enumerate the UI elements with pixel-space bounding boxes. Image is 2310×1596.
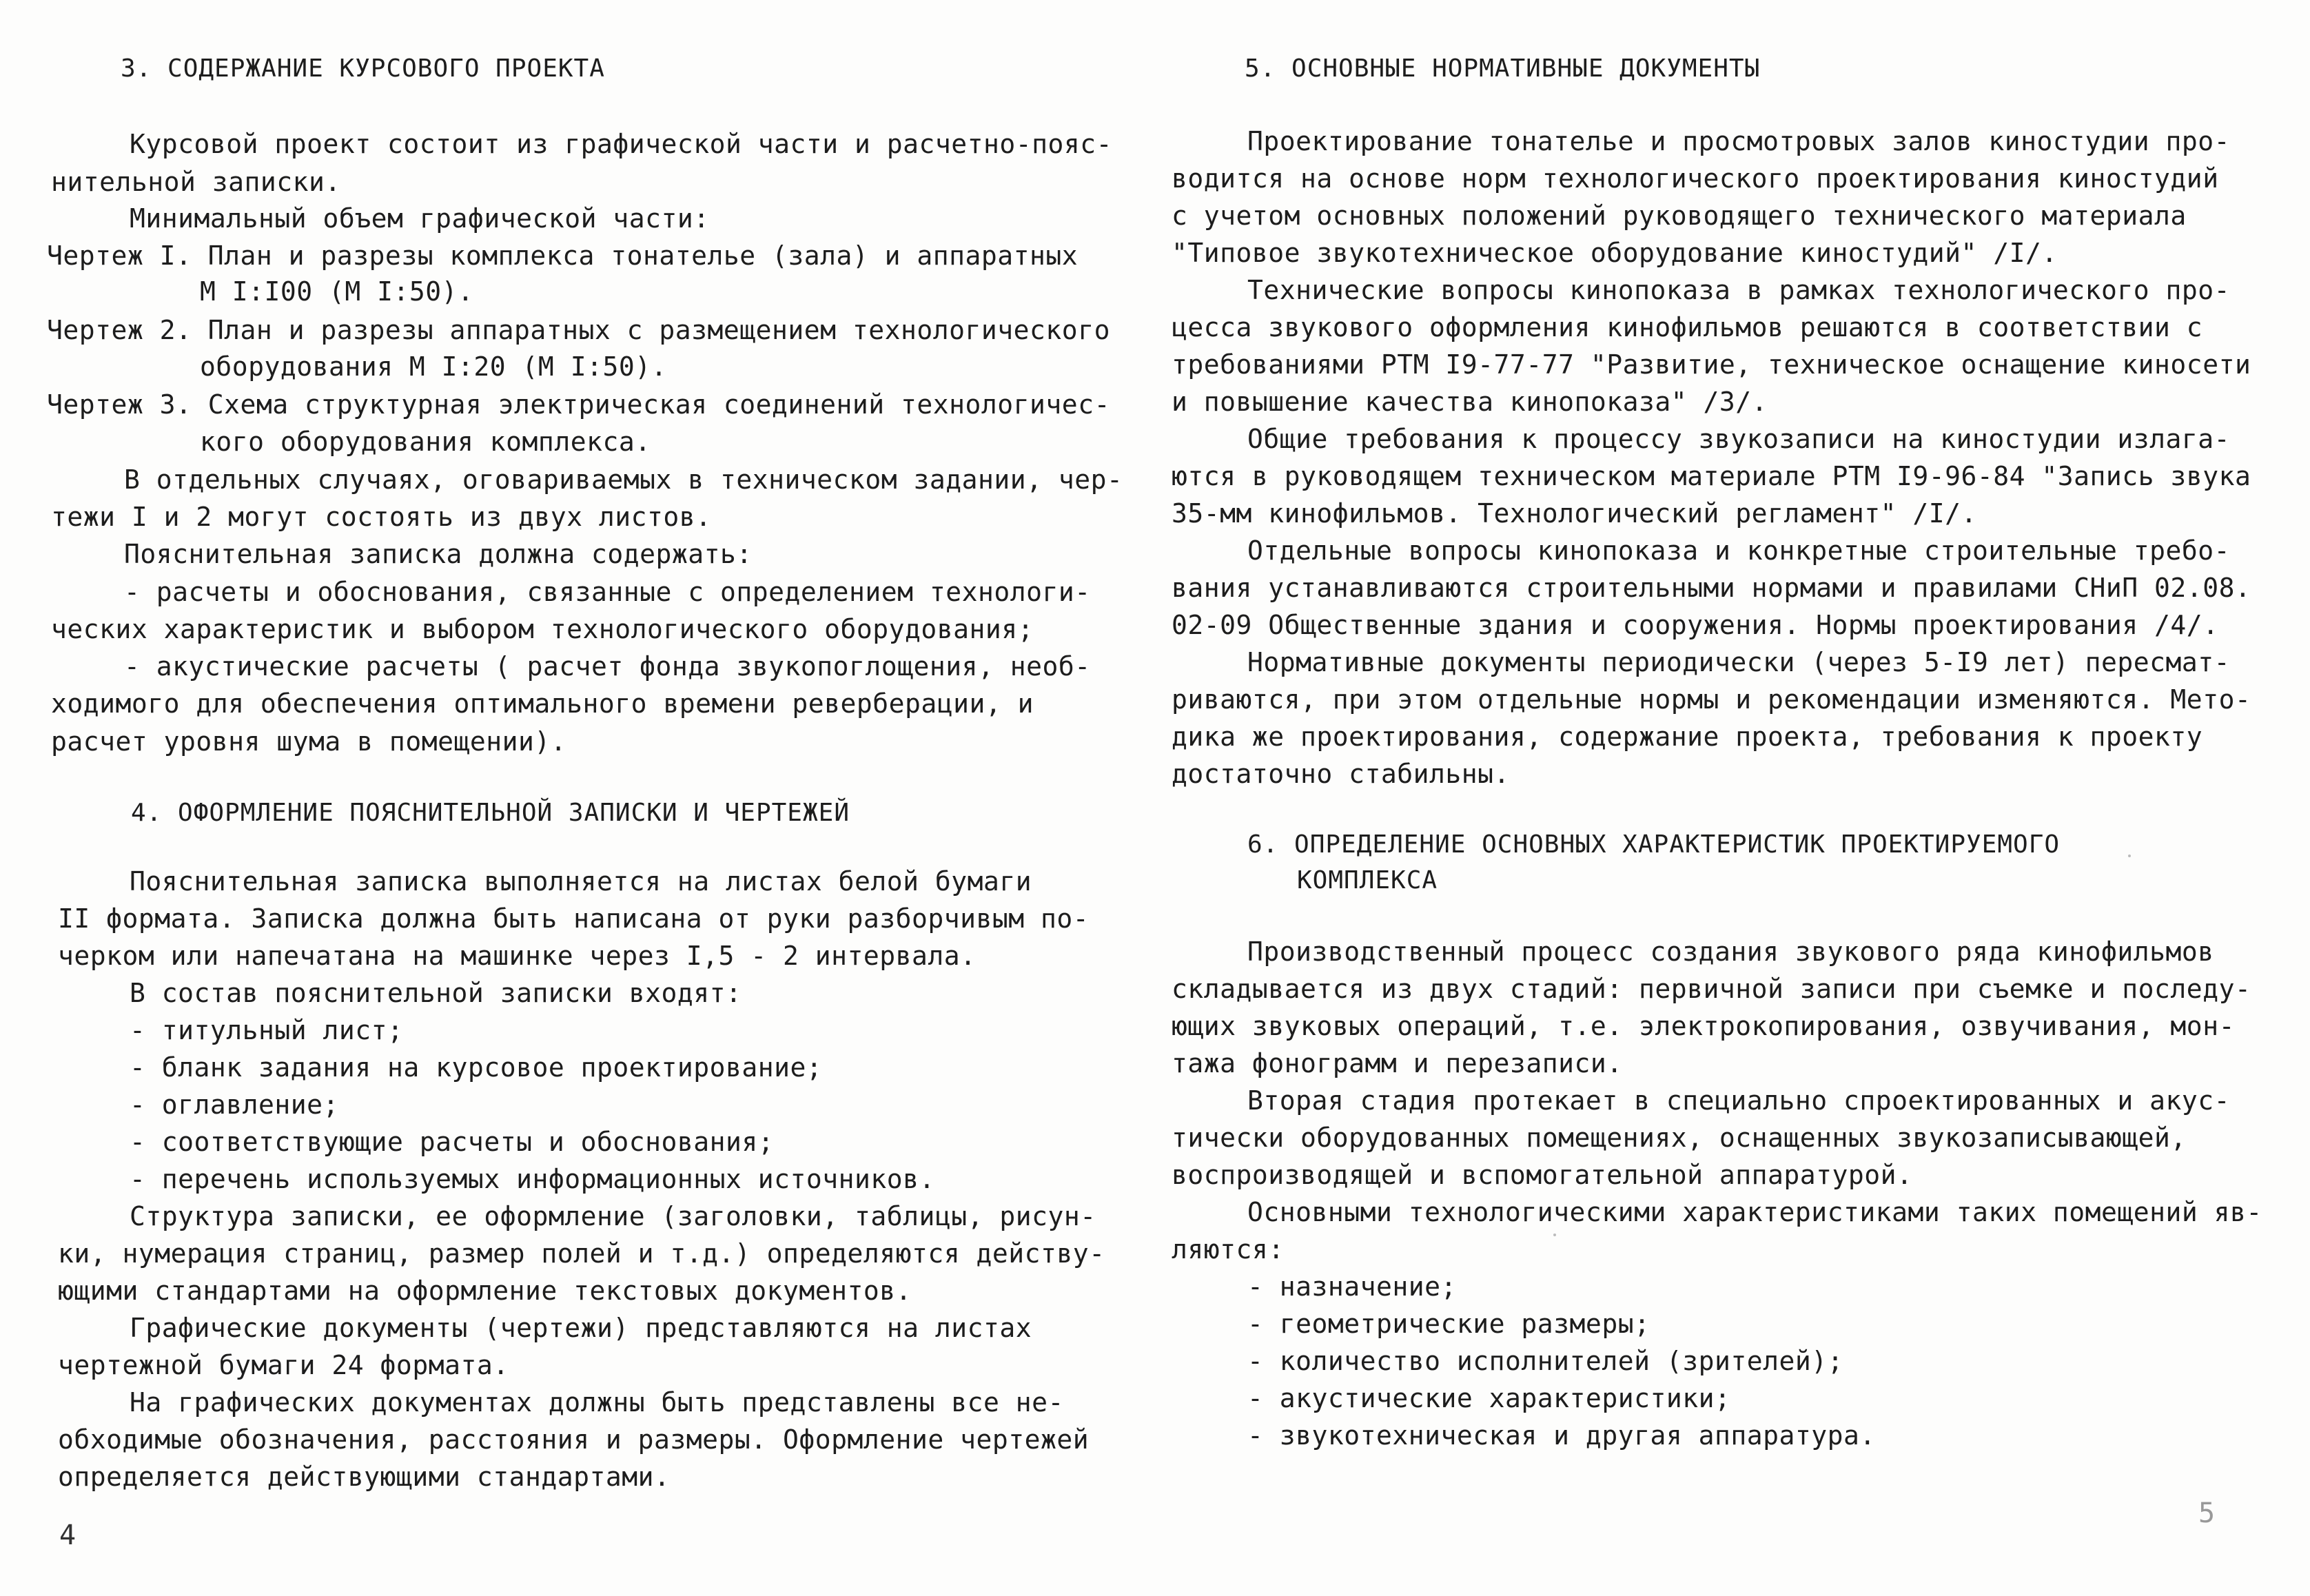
section-4-heading: 4. ОФОРМЛЕНИЕ ПОЯСНИТЕЛЬНОЙ ЗАПИСКИ И ЧЕРТЕЖЕЙ: [131, 799, 850, 827]
text-line: Технические вопросы кинопоказа в рамках технологического про-: [1247, 275, 2231, 305]
text-line: Чертеж 3. Схема структурная электрическая соединений технологичес-: [47, 389, 1110, 420]
text-line: - соответствующие расчеты и обоснования;: [130, 1127, 775, 1157]
text-line: В отдельных случаях, оговариваемых в техническом задании, чер-: [124, 464, 1123, 495]
text-line: Вторая стадия протекает в специально спроектированных и акус-: [1247, 1085, 2231, 1116]
text-line: М I:I00 (М I:50).: [200, 276, 474, 307]
text-line: Чертеж 2. План и разрезы аппаратных с размещением технологического: [47, 315, 1110, 345]
text-line: тически оборудованных помещениях, оснащенных звукозаписывающей,: [1172, 1123, 2187, 1153]
text-line: Структура записки, ее оформление (заголовки, таблицы, рисун-: [130, 1201, 1096, 1231]
text-line: Пояснительная записка должна содержать:: [124, 539, 753, 569]
text-line: требованиями РТМ I9-77-77 "Развитие, техническое оснащение киносети: [1172, 349, 2251, 380]
text-line: ходимого для обеспечения оптимального времени реверберации, и: [51, 688, 1034, 719]
text-line: ющими стандартами на оформление текстовых документов.: [58, 1276, 912, 1306]
text-line: - бланк задания на курсовое проектирование;: [130, 1052, 823, 1083]
text-line: "Типовое звукотехническое оборудование киностудий" /I/.: [1172, 238, 2058, 268]
text-line: и повышение качества кинопоказа" /3/.: [1172, 387, 1768, 417]
text-line: нительной записки.: [51, 167, 341, 197]
text-line: 35-мм кинофильмов. Технологический регламент" /I/.: [1172, 498, 1977, 529]
text-line: Проектирование тонателье и просмотровых залов киностудии про-: [1247, 126, 2231, 156]
text-line: - звукотехническая и другая аппаратура.: [1247, 1420, 1876, 1451]
text-line: Минимальный объем графической части:: [130, 203, 710, 234]
text-line: складывается из двух стадий: первичной записи при съемке и последу-: [1172, 974, 2251, 1004]
text-line: Графические документы (чертежи) представляются на листах: [130, 1313, 1032, 1343]
text-line: - титульный лист;: [130, 1015, 404, 1045]
section-6-heading-cont: КОМПЛЕКСА: [1297, 866, 1438, 894]
text-line: Общие требования к процессу звукозаписи на киностудии излага-: [1247, 424, 2231, 454]
text-line: В состав пояснительной записки входят:: [130, 978, 742, 1008]
text-line: Нормативные документы периодически (через 5-I9 лет) пересмат-: [1247, 647, 2231, 677]
text-line: - перечень используемых информационных источников.: [130, 1164, 935, 1194]
text-line: Курсовой проект состоит из графической части и расчетно-пояс-: [130, 129, 1113, 159]
text-line: цесса звукового оформления кинофильмов решаются в соответствии с: [1172, 312, 2203, 342]
text-line: - расчеты и обоснования, связанные с определением технологи-: [124, 577, 1091, 607]
text-line: риваются, при этом отдельные нормы и рекомендации изменяются. Мето-: [1172, 684, 2251, 715]
section-3-heading: 3. СОДЕРЖАНИЕ КУРСОВОГО ПРОЕКТА: [121, 54, 605, 83]
text-line: кого оборудования комплекса.: [200, 427, 651, 457]
text-line: оборудования М I:20 (М I:50).: [200, 351, 667, 382]
text-line: ческих характеристик и выбором технологического оборудования;: [51, 614, 1034, 644]
text-line: вания устанавливаются строительными нормами и правилами СНиП 02.08.: [1172, 573, 2251, 603]
text-line: Чертеж I. План и разрезы комплекса тонателье (зала) и аппаратных: [47, 241, 1079, 271]
text-line: Отдельные вопросы кинопоказа и конкретные строительные требо-: [1247, 535, 2231, 566]
page-number: 5: [2198, 1497, 2216, 1529]
text-line: ются в руководящем техническом материале РТМ I9-96-84 "Запись звука: [1172, 461, 2251, 491]
text-line: тежи I и 2 могут состоять из двух листов.: [51, 502, 712, 532]
text-line: достаточно стабильны.: [1172, 759, 1510, 789]
text-line: ляются:: [1172, 1234, 1285, 1265]
text-line: ющих звуковых операций, т.е. электрокопирования, озвучивания, мон-: [1172, 1011, 2235, 1041]
text-line: водится на основе норм технологического проектирования киностудий: [1172, 163, 2219, 194]
text-line: Пояснительная записка выполняется на листах белой бумаги: [130, 866, 1032, 897]
text-line: дика же проектирования, содержание проекта, требования к проекту: [1172, 722, 2203, 752]
page-number: 4: [59, 1520, 76, 1551]
text-line: определяется действующими стандартами.: [58, 1462, 671, 1492]
text-line: воспроизводящей и вспомогательной аппаратурой.: [1172, 1160, 1913, 1190]
text-line: Производственный процесс создания звукового ряда кинофильмов: [1247, 937, 2214, 967]
scan-speck: [2128, 855, 2131, 857]
text-line: - оглавление;: [130, 1089, 339, 1120]
scan-speck: [1553, 1234, 1556, 1236]
text-line: - назначение;: [1247, 1271, 1457, 1302]
right-page: [1155, 0, 2310, 1596]
section-6-heading: 6. ОПРЕДЕЛЕНИЕ ОСНОВНЫХ ХАРАКТЕРИСТИК ПРОЕКТИРУЕМОГО: [1247, 830, 2061, 859]
text-line: - акустические характеристики;: [1247, 1383, 1731, 1413]
text-line: - количество исполнителей (зрителей);: [1247, 1346, 1843, 1376]
text-line: ки, нумерация страниц, размер полей и т.д.) определяются действу-: [58, 1238, 1105, 1269]
text-line: На графических документах должны быть представлены все не-: [130, 1387, 1064, 1418]
text-line: черком или напечатана на машинке через I,5 - 2 интервала.: [58, 941, 977, 971]
text-line: - акустические расчеты ( расчет фонда звукопоглощения, необ-: [124, 651, 1091, 682]
section-5-heading: 5. ОСНОВНЫЕ НОРМАТИВНЫЕ ДОКУМЕНТЫ: [1245, 54, 1761, 83]
text-line: 02-09 Общественные здания и сооружения. Нормы проектирования /4/.: [1172, 610, 2219, 640]
text-line: - геометрические размеры;: [1247, 1309, 1650, 1339]
text-line: расчет уровня шума в помещении).: [51, 726, 567, 757]
text-line: Основными технологическими характеристиками таких помещений яв-: [1247, 1197, 2262, 1227]
text-line: чертежной бумаги 24 формата.: [58, 1350, 509, 1380]
text-line: тажа фонограмм и перезаписи.: [1172, 1048, 1623, 1078]
text-line: обходимые обозначения, расстояния и размеры. Оформление чертежей: [58, 1424, 1090, 1455]
text-line: II формата. Записка должна быть написана от руки разборчивым по-: [58, 903, 1090, 934]
text-line: с учетом основных положений руководящего технического материала: [1172, 201, 2187, 231]
